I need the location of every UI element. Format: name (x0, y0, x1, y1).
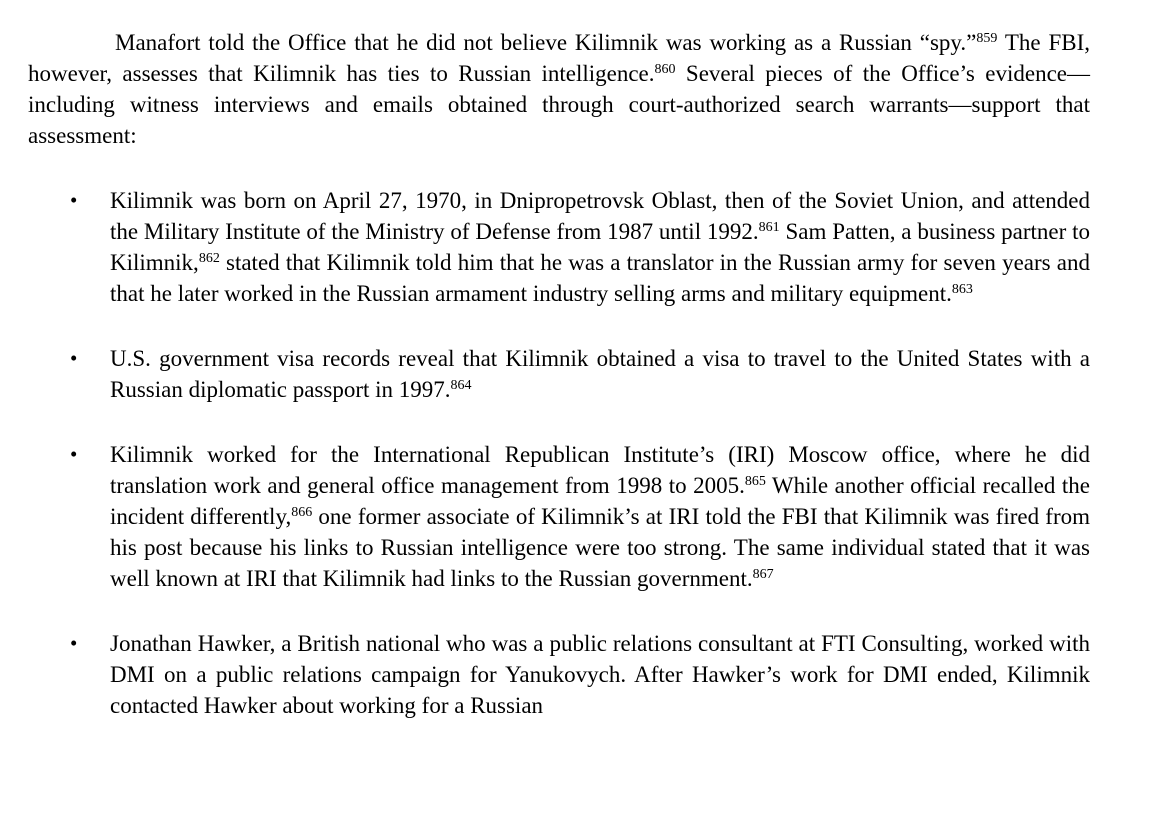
evidence-bullet-list (28, 185, 1090, 721)
text-segment: Manafort told the Office that he did not believe Kilimnik was working as a Russian “spy.” (115, 30, 977, 55)
footnote-marker-863: 863 (951, 282, 973, 298)
text-segment: Kilimnik was born on April 27, 1970, in Dnipropetrovsk Oblast, then of the Soviet Union, and attended the Military Institute of the Ministry of Defense from 1987 until 1992. (110, 188, 1090, 244)
intro-paragraph (28, 27, 1090, 151)
list-item-visa-records (70, 343, 1090, 405)
footnote-marker-865: 865 (744, 474, 766, 490)
text-segment: While another official recalled the incident differently, (110, 473, 1090, 529)
footnote-marker-866: 866 (291, 505, 313, 521)
bullet-icon: • (70, 631, 78, 655)
text-segment: stated that Kilimnik told him that he was a translator in the Russian army for seven years and that he later worked in the Russian armament industry selling arms and military equipment. (110, 250, 1090, 306)
footnote-marker-859: 859 (976, 31, 998, 47)
text-segment: Jonathan Hawker, a British national who was a public relations consultant at FTI Consulting, worked with DMI on a public relations campaign for Yanukovych. After Hawker’s work for DMI ended, Kilimnik contacted Hawker about working for a Russian (110, 631, 1090, 718)
bullet-icon: • (70, 442, 78, 466)
text-segment: Kilimnik worked for the International Republican Institute’s (IRI) Moscow office, where he did translation work and general office management from 1998 to 2005. (110, 442, 1090, 498)
text-segment: Several pieces of the Office’s evidence—including witness interviews and emails obtained through court-authorized search warrants—support that assessment: (28, 61, 1090, 148)
list-item-kilimnik-background (70, 185, 1090, 309)
footnote-marker-862: 862 (198, 251, 220, 267)
bullet-icon: • (70, 346, 78, 370)
text-segment: Sam Patten, a business partner to Kilimnik, (110, 219, 1090, 275)
footnote-marker-860: 860 (654, 62, 676, 78)
text-segment: U.S. government visa records reveal that Kilimnik obtained a visa to travel to the United States with a Russian diplomatic passport in 1997. (110, 346, 1090, 402)
text-segment: one former associate of Kilimnik’s at IRI told the FBI that Kilimnik was fired from his post because his links to Russian intelligence were too strong. The same individual stated that it was well known at IRI that Kilimnik had links to the Russian government. (110, 504, 1090, 591)
footnote-marker-867: 867 (752, 567, 774, 583)
list-item-hawker (70, 628, 1090, 721)
list-item-iri-employment (70, 439, 1090, 594)
bullet-icon: • (70, 188, 78, 212)
footnote-marker-861: 861 (758, 220, 780, 236)
text-segment: The FBI, however, assesses that Kilimnik has ties to Russian intelligence. (28, 30, 1090, 86)
footnote-marker-864: 864 (450, 378, 472, 394)
